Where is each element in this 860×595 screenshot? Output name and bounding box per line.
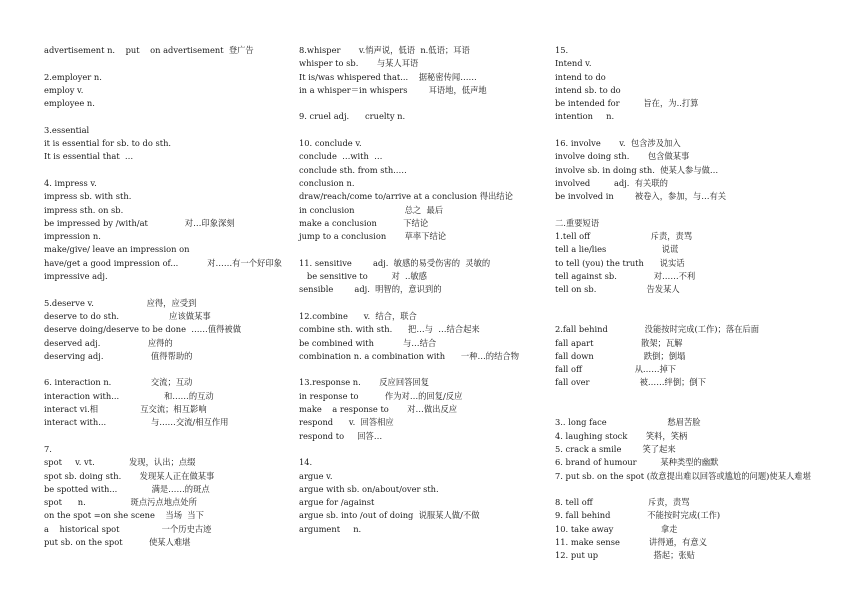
text-line: 6. brand of humour 某种类型的幽默	[555, 457, 719, 468]
text-line: spot sb. doing sth. 发现某人正在做某事	[44, 470, 215, 481]
text-line: impress sb. with sth.	[44, 191, 132, 202]
text-line: impressive adj.	[44, 271, 108, 282]
text-line: 8.whisper v.悄声说，低语 n.低语；耳语	[299, 45, 470, 55]
column-3	[555, 44, 825, 563]
blank-line	[299, 124, 535, 137]
text-line: 10. take away 拿走	[555, 523, 678, 534]
text-line: advertisement n. put on advertisement 登广告	[44, 45, 254, 55]
text-line: 3.essential	[44, 124, 90, 135]
text-line: deserve doing/deserve to be done ……值得被做	[44, 324, 242, 335]
text-line: 3.. long face 愁眉苦脸	[555, 417, 701, 428]
text-line: deserve to do sth. 应该做某事	[44, 310, 211, 321]
text-line: fall over 被……绊倒；倒下	[555, 377, 707, 388]
text-line: 6. interaction n. 交流；互动	[44, 377, 193, 388]
blank-line	[299, 243, 535, 256]
blank-line	[44, 430, 282, 443]
text-line: be intended for 旨在，为..打算	[555, 98, 699, 109]
text-line: involve sb. in doing sth. 使某人参与做…	[555, 164, 719, 175]
text-line: spot v. vt. 发现，认出；点缀	[44, 457, 196, 468]
text-line: involved adj. 有关联的	[555, 177, 668, 188]
text-line: sensible adj. 明智的，意识到的	[299, 284, 442, 295]
text-line: 11. make sense 讲得通，有意义	[555, 536, 707, 547]
text-line: It is essential that …	[44, 151, 134, 162]
text-line: 二.重要短语	[555, 217, 600, 228]
text-line: intend sb. to do	[555, 84, 621, 95]
text-line: conclude sth. from sth.….	[299, 164, 407, 175]
text-line: 9. fall behind 不能按时完成(工作)	[555, 510, 721, 521]
text-line: in conclusion 总之 最后	[299, 204, 444, 215]
blank-line	[555, 403, 825, 416]
text-line: combination n. a combination with 一种…的结合物	[299, 350, 519, 361]
blank-line	[299, 97, 535, 110]
text-line: interaction with... 和……的互动	[44, 390, 214, 401]
text-line: 2.employer n.	[44, 71, 102, 82]
text-line: It is/was whispered that... 据秘密传闻……	[299, 71, 477, 82]
text-line: a historical spot 一个历史古迹	[44, 523, 212, 534]
text-line: argument n.	[299, 523, 362, 534]
text-line: deserving adj. 值得帮助的	[44, 350, 193, 361]
text-line: argue with sb. on/about/over sth.	[299, 483, 439, 494]
column-2	[299, 44, 535, 536]
text-line: interact with... 与……交流/相互作用	[44, 417, 229, 428]
text-line: combine sth. with sth. 把…与 …结合起来	[299, 324, 480, 335]
text-line: tell against sb. 对……不利	[555, 271, 696, 282]
blank-line	[44, 363, 282, 376]
blank-line	[555, 124, 825, 137]
text-line: on the spot =on she scene 当场 当下	[44, 510, 204, 521]
text-line: 12. put up 搭起；张贴	[555, 550, 695, 561]
text-line: 14.	[299, 457, 313, 468]
text-line: 5. crack a smile 笑了起来	[555, 443, 676, 454]
text-line: in a whisper＝in whispers 耳语地，低声地	[299, 84, 487, 95]
blank-line	[299, 443, 535, 456]
blank-line	[44, 164, 282, 177]
text-line: make a response to 对…做出反应	[299, 404, 458, 415]
text-line: 10. conclude v.	[299, 138, 362, 149]
text-line: argue v.	[299, 470, 333, 481]
text-line: 4. laughing stock 笑料，笑柄	[555, 430, 688, 441]
blank-line	[555, 297, 825, 310]
text-line: employee n.	[44, 98, 95, 109]
blank-line	[44, 283, 282, 296]
text-line: be spotted with... 满是……的斑点	[44, 483, 210, 494]
text-line: deserved adj. 应得的	[44, 337, 173, 348]
text-line: 7.	[44, 443, 52, 454]
text-line: 16. involve v. 包含涉及加入	[555, 138, 681, 149]
text-line: jump to a conclusion 草率下结论	[299, 231, 447, 242]
text-line: 1.tell off 斥责，责骂	[555, 231, 693, 242]
blank-line	[299, 297, 535, 310]
text-line: fall down 跌倒；倒塌	[555, 350, 686, 361]
text-line: draw/reach/come to/arrive at a conclusion 得出结论	[299, 191, 513, 202]
text-line: in response to 作为对…的回复/反应	[299, 390, 463, 401]
text-line: to tell (you) the truth 说实话	[555, 257, 685, 268]
text-line: spot n. 斑点污点地点处所	[44, 497, 197, 508]
text-line: interact vi.相 互交流；相互影响	[44, 404, 207, 415]
text-line: employ v.	[44, 84, 84, 95]
text-line: 4. impress v.	[44, 177, 97, 188]
blank-line	[44, 57, 282, 70]
text-line: make/give/ leave an impression on	[44, 244, 190, 255]
text-line: have/get a good impression of... 对……有一个好印象	[44, 257, 282, 268]
text-line: 5.deserve v. 应得，应受到	[44, 297, 197, 308]
text-line: respond v. 回答相应	[299, 417, 394, 428]
text-line: be involved in 被卷入，参加，与…有关	[555, 191, 727, 202]
text-line: tell on sb. 告发某人	[555, 284, 680, 295]
text-line: intend to do	[555, 71, 606, 82]
text-line: 2.fall behind 没能按时完成(工作)；落在后面	[555, 324, 760, 335]
text-line: whisper to sb. 与某人耳语	[299, 58, 419, 69]
text-line: fall off 从……掉下	[555, 364, 677, 375]
text-line: argue for /against	[299, 497, 375, 508]
text-line: conclude …with …	[299, 151, 383, 162]
text-line: Intend v.	[555, 58, 592, 69]
text-line: be impressed by /with/at 对…印象深刻	[44, 217, 235, 228]
text-line: impression n.	[44, 231, 101, 242]
text-line: conclusion n.	[299, 177, 355, 188]
blank-line	[299, 363, 535, 376]
text-line: impress sth. on sb.	[44, 204, 124, 215]
text-line: tell a lie/lies 说谎	[555, 244, 679, 255]
text-line: fall apart 散架；瓦解	[555, 337, 683, 348]
text-line: 9. cruel adj. cruelty n.	[299, 111, 406, 122]
blank-line	[44, 110, 282, 123]
text-line: 8. tell off 斥责，责骂	[555, 497, 690, 508]
text-line: be sensitive to 对 ..敏感	[299, 271, 427, 282]
text-line: put sb. on the spot 使某人难堪	[44, 536, 191, 547]
text-line: make a conclusion 下结论	[299, 217, 429, 228]
text-line: involve doing sth. 包含做某事	[555, 151, 690, 162]
text-line: 7. put sb. on the spot (故意提出难以回答或尴尬的问题)使某人难堪	[555, 470, 811, 481]
blank-line	[555, 390, 825, 403]
text-line: it is essential for sb. to do sth.	[44, 138, 172, 149]
text-line: argue sb. into /out of doing 说服某人做/不做	[299, 510, 480, 521]
text-line: 12.combine v. 结合，联合	[299, 310, 417, 321]
text-line: intention n.	[555, 111, 615, 122]
column-1	[44, 44, 282, 549]
text-line: 15.	[555, 45, 569, 55]
text-line: 13.response n. 反应回答回复	[299, 377, 430, 388]
text-line: respond to 回答…	[299, 430, 383, 441]
text-line: be combined with 与…结合	[299, 337, 437, 348]
text-line: 11. sensitive adj. 敏感的易受伤害的 灵敏的	[299, 257, 491, 268]
blank-line	[555, 204, 825, 217]
blank-line	[555, 310, 825, 323]
